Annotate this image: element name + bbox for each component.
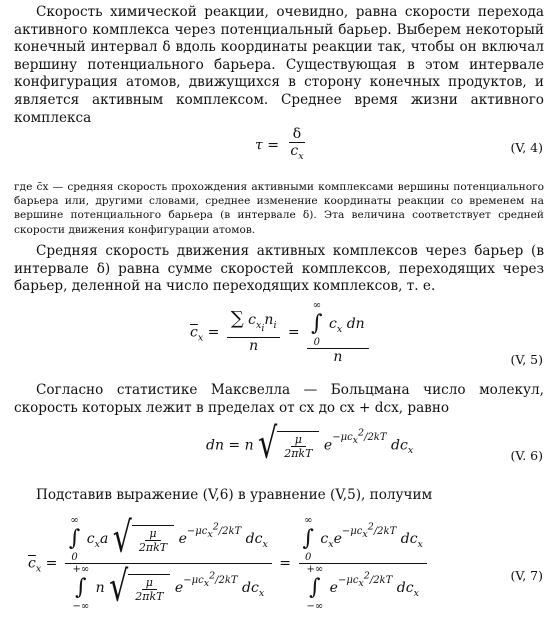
equation-number-v4: (V, 4): [510, 140, 543, 155]
equation-v7: $\overline{c}_x$ = ∞ ∫ 0 $c_xa$ √ $\frac{\mu}{\text{2πkT}}$ $e^{-\mu c_x^2/2kT}$ $dc_x$ +∞ ∫ −∞ n √ $\frac{\mu}{\text{2πkT}}$ $e^{-\mu c_x^2/2kT}$ $dc_x$ = ∞ ∫ 0 $c_xe^{-\mu c_x^2/2kT}$ $dc_x$ +∞ ∫ −∞ $e^{-\mu c_x^2/2kT}$ $dc_x$: [28, 515, 430, 612]
equation-v4: τ = $\frac{\delta}{\overline{c}_x}$: [255, 126, 304, 162]
paragraph-3: Средняя скорость движения активных комплексов через барьер (в интервале δ) равна сумме скоростей комплексов, переходящих через барьер, деленной на число переходящих комплексов, т. е.: [14, 243, 544, 295]
equation-v5: $\overline{c}_x$ = $\frac{\sum c_{x_i}n_i}{n}$ = ∞ ∫ 0 $c_x$ dn n: [190, 300, 372, 365]
equation-v6: dn = n √ $\frac{\mu}{\text{2πkT}}$ $e^{-\mu c_x^2/2kT}$ $dc_x$: [206, 420, 414, 470]
paragraph-2: где c̄x — средняя скорость прохождения активными комплексами вершины потенциального барьера или, другими словами, среднее изменение координаты реакции со временем на вершине потенциального барьера (в интервале δ). Эта величина соответствует средней скорости движения конфигурации атомов.: [14, 181, 544, 236]
paragraph-1: Скорость химической реакции, очевидно, равна скорости перехода активного комплекса через потенциальный барьер. Выберем некоторый конечный интервал δ вдоль координаты реакции так, чтобы он включал вершину потенциального барьера. Существующая в этом интервале конфигурация атомов, движущихся в сторону конечных продуктов, и является активным комплексом. Среднее время жизни активного комплекса: [14, 4, 544, 126]
paragraph-4: Согласно статистике Максвелла — Больцмана число молекул, скорость которых лежит в пределах от cx до cx + dcx, равно: [14, 382, 544, 416]
equation-number-v6: (V. 6): [510, 448, 543, 463]
equation-number-v7: (V, 7): [510, 568, 543, 583]
paragraph-5: Подставив выражение (V,6) в уравнение (V,5), получим: [36, 487, 433, 503]
equation-number-v5: (V, 5): [510, 352, 543, 367]
